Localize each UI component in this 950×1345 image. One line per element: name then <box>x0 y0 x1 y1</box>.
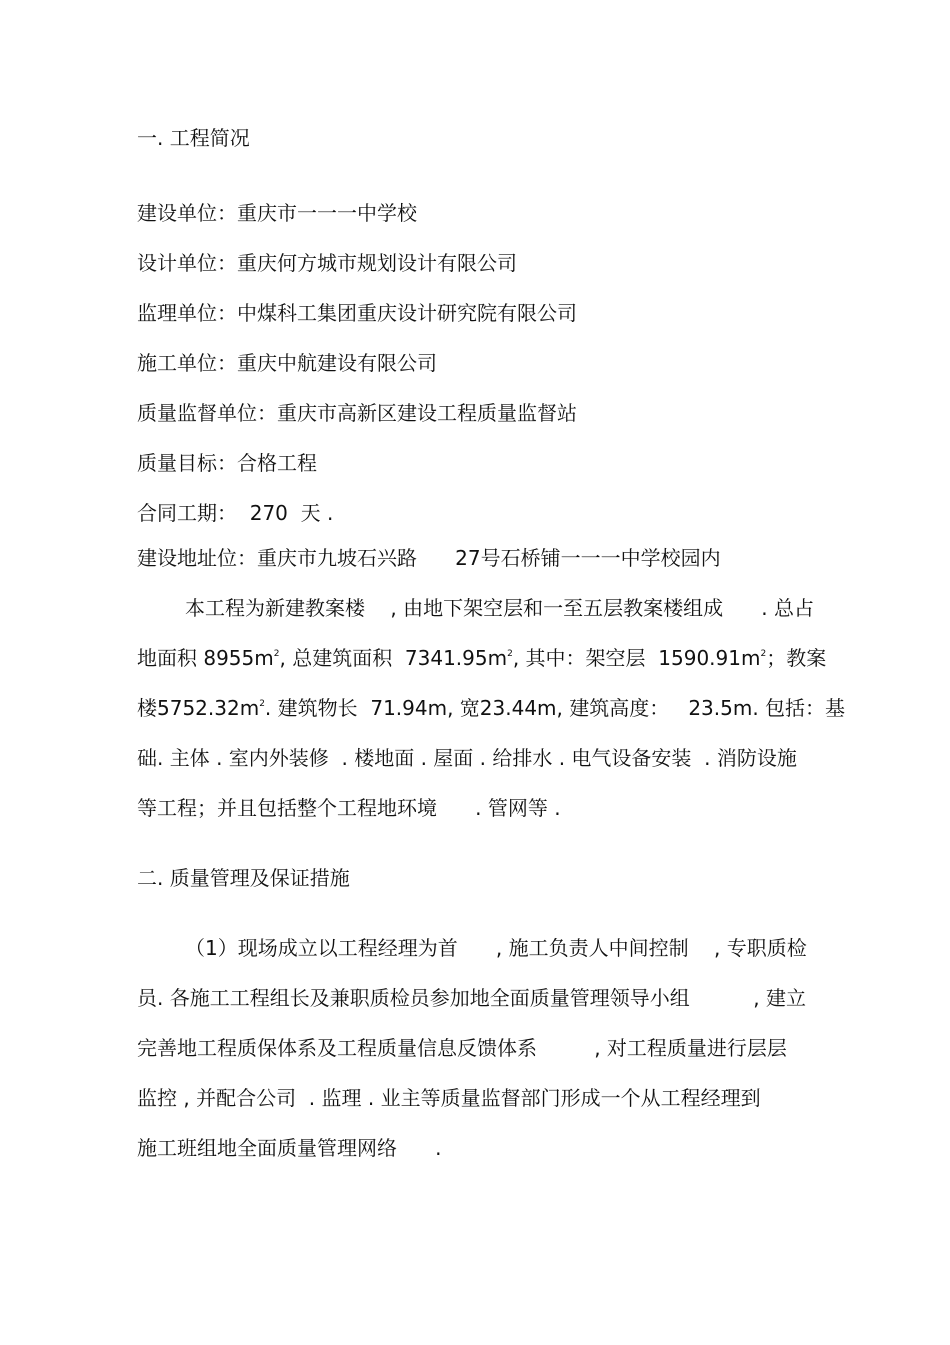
info-value: 合格工程 <box>237 451 317 475</box>
text-run: 楼5752.32m <box>137 696 260 720</box>
paragraph-line: （1）现场成立以工程经理为首 , 施工负责人中间控制 , 专职质检 <box>185 936 807 960</box>
paragraph-line: 本工程为新建教案楼 , 由地下架空层和一至五层教案楼组成 . 总占 <box>185 596 815 620</box>
info-row-builder-unit <box>137 350 437 376</box>
info-row-supervision-unit <box>137 300 577 326</box>
info-value: 重庆何方城市规划设计有限公司 <box>237 251 517 275</box>
text-run: ；教案 <box>766 646 827 670</box>
paragraph-line: 施工班组地全面质量管理网络 . <box>137 1136 442 1160</box>
superscript: 2 <box>273 649 280 659</box>
info-label: 建设单位： <box>137 201 237 225</box>
section-heading-2: 二. 质量管理及保证措施 <box>137 866 350 890</box>
superscript: 2 <box>259 699 265 709</box>
info-label: 合同工期： <box>137 501 237 525</box>
info-row-contract-period <box>137 500 333 526</box>
info-label: 建设地址位： <box>137 546 257 570</box>
section-heading-1: 一. 工程简况 <box>137 126 250 150</box>
paragraph-line: 础. 主体 . 室内外装修 . 楼地面 . 屋面 . 给排水 . 电气设备安装 . 消防设施 <box>137 746 797 770</box>
paragraph-line: 监控 , 并配合公司 . 监理 . 业主等质量监督部门形成一个从工程经理到 <box>137 1086 761 1110</box>
paragraph-line <box>137 695 845 721</box>
info-value: 中煤科工集团重庆设计研究院有限公司 <box>237 301 577 325</box>
info-value: 重庆市一一一中学校 <box>237 201 417 225</box>
info-row-quality-target <box>137 450 317 476</box>
info-label: 设计单位： <box>137 251 237 275</box>
text-run: , 总建筑面积 7341.95m <box>279 646 508 670</box>
superscript: 2 <box>760 649 767 659</box>
paragraph-line: 员. 各施工工程组长及兼职质检员参加地全面质量管理领导小组 , 建立 <box>137 986 807 1010</box>
paragraph-line: 完善地工程质保体系及工程质量信息反馈体系 , 对工程质量进行层层 <box>137 1036 787 1060</box>
paragraph-line: 等工程；并且包括整个工程地环境 . 管网等 . <box>137 796 561 820</box>
superscript: 2 <box>507 649 513 659</box>
info-label: 监理单位： <box>137 301 237 325</box>
info-label: 施工单位： <box>137 351 237 375</box>
info-value: 270 天 . <box>237 501 334 525</box>
text-run: . 建筑物长 71.94m, 宽23.44m, 建筑高度： 23.5m. 包括：基 <box>264 696 846 720</box>
info-value: 重庆市九坡石兴路 27号石桥铺一一一中学校园内 <box>257 546 721 570</box>
info-value: 重庆市高新区建设工程质量监督站 <box>277 401 577 425</box>
info-row-quality-supervision <box>137 400 577 426</box>
info-row-design-unit <box>137 250 517 276</box>
info-row-construction-unit <box>137 200 417 226</box>
info-label: 质量监督单位： <box>137 401 277 425</box>
info-label: 质量目标： <box>137 451 237 475</box>
info-row-site-address <box>137 545 721 571</box>
text-run: 地面积 8955m <box>137 646 274 670</box>
paragraph-line <box>137 645 826 671</box>
info-value: 重庆中航建设有限公司 <box>237 351 437 375</box>
text-run: , 其中：架空层 1590.91m <box>512 646 761 670</box>
